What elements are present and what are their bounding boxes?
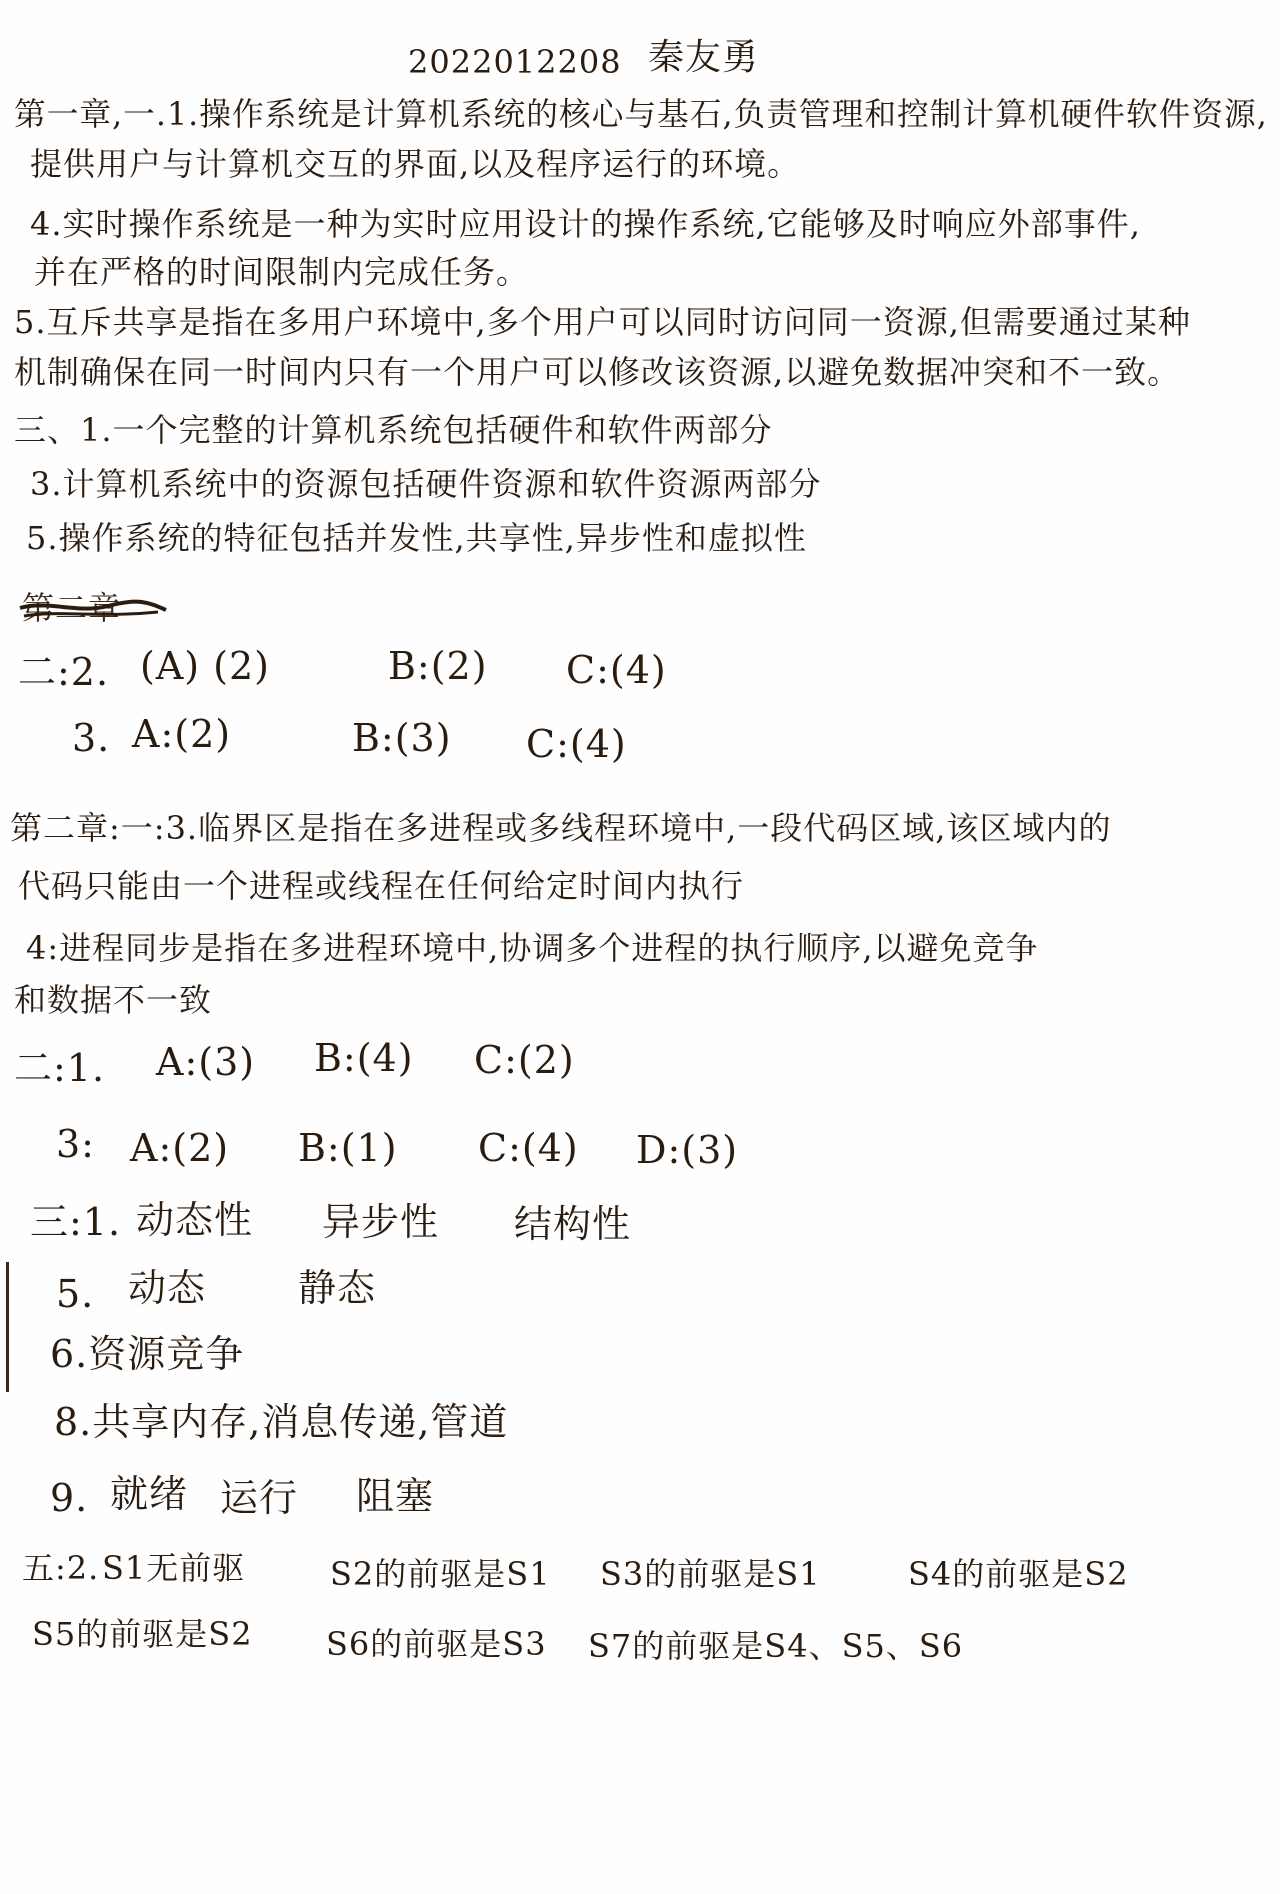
ch2-q2-3-label: 3:: [56, 1122, 95, 1166]
ch1-q1-4-line2: 并在严格的时间限制内完成任务。: [34, 253, 530, 291]
ch1-q3-3: 3.计算机系统中的资源包括硬件资源和软件资源两部分: [30, 465, 822, 503]
margin-line: [6, 1262, 9, 1392]
ch2-q2-1-label: 二:1.: [14, 1046, 106, 1090]
ch1-q2-3-b: B:(3): [352, 716, 452, 760]
ch1-q2-3-c: C:(4): [526, 722, 627, 766]
ch1-q2-2-b: B:(2): [388, 644, 488, 688]
ch1-q2-2-a: (A) (2): [140, 644, 270, 688]
ch1-q3-5: 5.操作系统的特征包括并发性,共享性,异步性和虚拟性: [26, 519, 807, 557]
ch2-q3-9-label: 9.: [50, 1476, 89, 1520]
strikethrough-scribble: [18, 588, 168, 628]
ch2-q3-1-label: 三:1.: [30, 1200, 122, 1244]
ch2-q3-1-c: 结构性: [514, 1202, 632, 1246]
ch2-q2-3-c: C:(4): [478, 1126, 579, 1170]
ch2-q3-1-a: 动态性: [136, 1198, 254, 1242]
ch2-q2-1-c: C:(2): [474, 1038, 575, 1082]
ch1-q2-3-a: A:(2): [132, 712, 232, 756]
ch1-q1-1-line2: 提供用户与计算机交互的界面,以及程序运行的环境。: [30, 145, 801, 183]
ch1-q1-5-line1: 5.互斥共享是指在多用户环境中,多个用户可以同时访问同一资源,但需要通过某种: [14, 303, 1191, 341]
header-date: 2022012208: [408, 43, 622, 81]
ch2-q5-2-s7: S7的前驱是S4、S5、S6: [588, 1627, 964, 1665]
ch2-q1-4-line2: 和数据不一致: [14, 981, 213, 1019]
ch2-q1-3-line1: 第二章:一:3.临界区是指在多进程或多线程环境中,一段代码区域,该区域内的: [10, 809, 1112, 847]
ch2-q5-2-s2: S2的前驱是S1: [330, 1555, 551, 1593]
ch1-q1-1-line1: 第一章,一.1.操作系统是计算机系统的核心与基石,负责管理和控制计算机硬件软件资源,: [14, 95, 1268, 133]
ch2-q5-2-s3: S3的前驱是S1: [600, 1555, 821, 1593]
ch2-q5-2-label: 五:2.: [22, 1549, 100, 1587]
ch1-q2-3-label: 3.: [72, 716, 111, 760]
ch2-q1-4-line1: 4:进程同步是指在多进程环境中,协调多个进程的执行顺序,以避免竞争: [26, 929, 1039, 967]
header-name: 秦友勇: [648, 37, 760, 78]
ch1-q2-2-label: 二:2.: [18, 650, 110, 694]
ch1-q1-5-line2: 机制确保在同一时间内只有一个用户可以修改该资源,以避免数据冲突和不一致。: [14, 353, 1181, 391]
ch2-q3-5-a: 动态: [128, 1266, 207, 1310]
ch2-q3-1-b: 异步性: [322, 1200, 440, 1244]
ch2-q3-8: 8.共享内存,消息传递,管道: [54, 1400, 509, 1444]
ch2-q2-3-a: A:(2): [130, 1126, 230, 1170]
ch2-q2-1-b: B:(4): [314, 1036, 414, 1080]
ch2-q3-5-label: 5.: [56, 1272, 95, 1316]
ch2-q5-2-s1: S1无前驱: [102, 1549, 246, 1587]
struck-heading: 第二章: [22, 589, 122, 627]
ch1-q2-2-c: C:(4): [566, 648, 667, 692]
ch2-q5-2-s5: S5的前驱是S2: [32, 1615, 253, 1653]
ch2-q2-3-d: D:(3): [636, 1128, 739, 1172]
ch2-q3-6: 6.资源竞争: [50, 1332, 245, 1376]
ch2-q1-3-line2: 代码只能由一个进程或线程在任何给定时间内执行: [18, 867, 745, 905]
ch2-q5-2-s6: S6的前驱是S3: [326, 1625, 547, 1663]
ch2-q2-3-b: B:(1): [298, 1126, 398, 1170]
ch1-q1-4-line1: 4.实时操作系统是一种为实时应用设计的操作系统,它能够及时响应外部事件,: [30, 205, 1141, 243]
ch2-q3-9-b: 运行: [220, 1476, 299, 1520]
ch2-q3-9-a: 就绪: [110, 1472, 189, 1516]
ch2-q5-2-s4: S4的前驱是S2: [908, 1555, 1129, 1593]
ch1-q3-1: 三、1.一个完整的计算机系统包括硬件和软件两部分: [14, 411, 773, 449]
ch2-q3-5-b: 静态: [298, 1266, 377, 1310]
ch2-q3-9-c: 阻塞: [356, 1474, 435, 1518]
ch2-q2-1-a: A:(3): [156, 1040, 256, 1084]
